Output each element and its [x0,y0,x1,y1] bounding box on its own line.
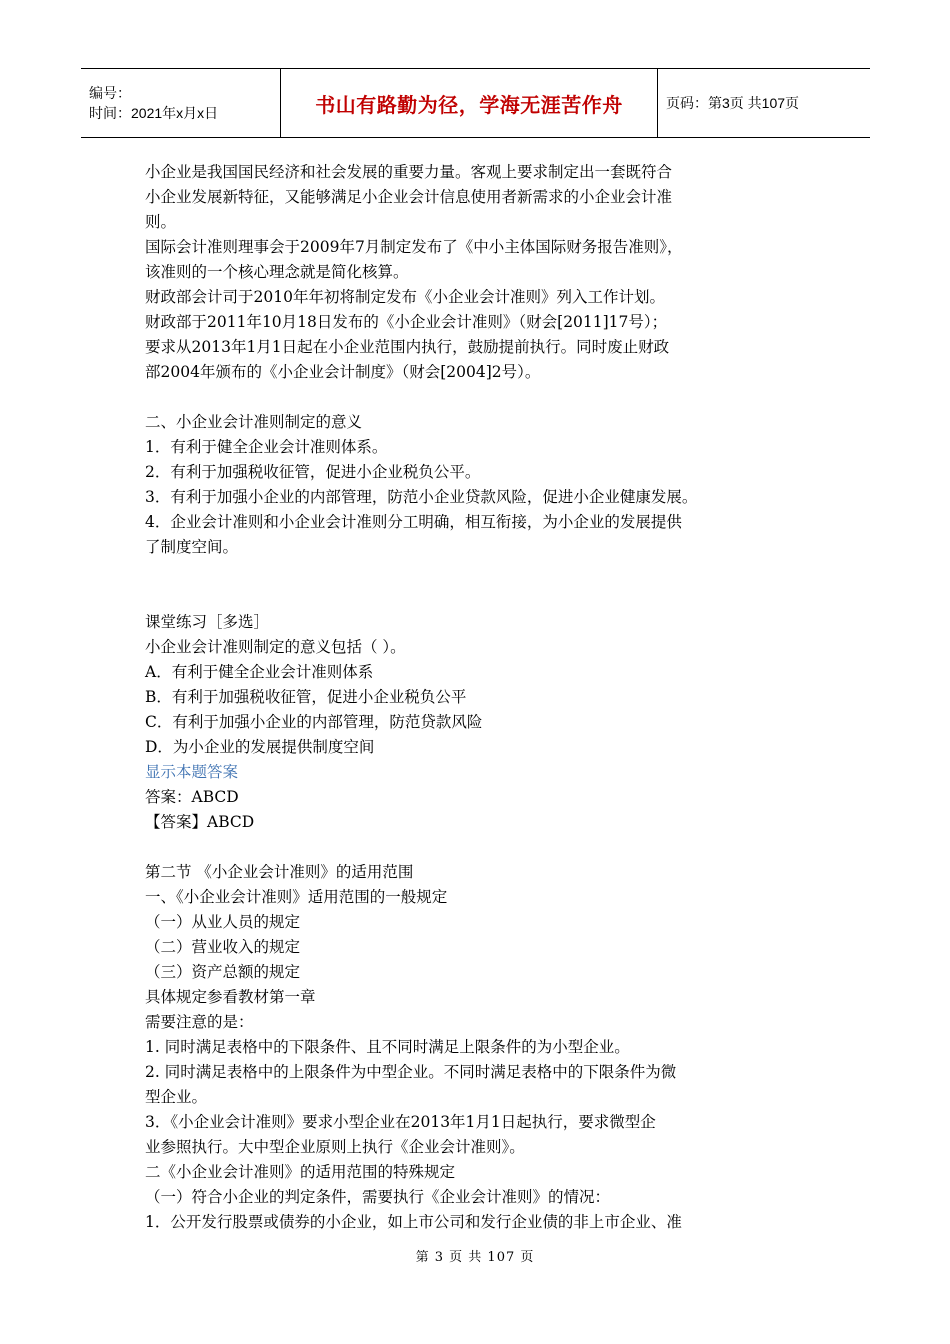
text-line: 2. 同时满足表格中的上限条件为中型企业。不同时满足表格中的下限条件为微 [145,1063,677,1081]
text-line: 国际会计准则理事会于2009年7月制定发布了《中小主体国际财务报告准则》， [145,238,683,256]
date-label: 时间：2021年x月x日 [89,105,219,121]
text-line: （一）符合小企业的判定条件，需要执行《企业会计准则》的情况： [145,1188,611,1206]
text-line: 3．有利于加强小企业的内部管理，防范小企业贷款风险，促进小企业健康发展。 [145,488,698,506]
text-line: 【答案】ABCD [145,813,255,831]
text-line: 小企业会计准则制定的意义包括（ ）。 [145,638,406,656]
text-line: 第二节 《小企业会计准则》的适用范围 [145,863,414,881]
text-line: 小企业是我国国民经济和社会发展的重要力量。客观上要求制定出一套既符合 [145,163,673,181]
text-line: 二、小企业会计准则制定的意义 [145,413,363,431]
text-line: 答案：ABCD [145,788,239,806]
text-line: 具体规定参看教材第一章 [145,988,316,1006]
text-line: （三）资产总额的规定 [145,963,301,981]
text-line: 型企业。 [145,1088,208,1106]
text-line: 则。 [145,213,177,231]
text-line: 一、《小企业会计准则》适用范围的一般规定 [145,888,448,906]
text-line: 该准则的一个核心理念就是简化核算。 [145,263,409,281]
text-line: 财政部会计司于2010年年初将制定发布《小企业会计准则》列入工作计划。 [145,288,665,306]
page-header [81,68,870,138]
text-line: 4．企业会计准则和小企业会计准则分工明确，相互衔接，为小企业的发展提供 [145,513,682,531]
text-line: C．有利于加强小企业的内部管理，防范贷款风险 [145,713,483,731]
text-line: D．为小企业的发展提供制度空间 [145,738,375,756]
text-line: （一）从业人员的规定 [145,913,301,931]
blank-line [145,385,820,410]
text-line: A．有利于健全企业会计准则体系 [145,663,374,681]
text-line: 课堂练习［多选］ [145,613,270,631]
blank-line [145,560,820,585]
text-line: 部2004年颁布的《小企业会计制度》（财会[2004]2号）。 [145,363,541,381]
text-line: 1. 同时满足表格中的下限条件、且不同时满足上限条件的为小型企业。 [145,1038,630,1056]
header-page-info-cell [658,69,870,137]
header-meta [81,69,281,137]
text-line: 财政部于2011年10月18日发布的《小企业会计准则》（财会[2011]17号）； [145,313,668,331]
header-motto: 书山有路勤为径，学海无涯苦作舟 [315,92,623,117]
header-page-info: 页码：第3页 共107页 [666,95,800,111]
text-line: 1．公开发行股票或债券的小企业，如上市公司和发行企业债的非上市企业、准 [145,1213,682,1231]
text-line: 需要注意的是： [145,1013,254,1031]
blank-line [145,585,820,610]
text-line: （二）营业收入的规定 [145,938,301,956]
blank-line [145,835,820,860]
text-line: 小企业发展新特征，又能够满足小企业会计信息使用者新需求的小企业会计准 [145,188,673,206]
text-line: B．有利于加强税收征管，促进小企业税负公平 [145,688,467,706]
text-line: 要求从2013年1月1日起在小企业范围内执行，鼓励提前执行。同时废止财政 [145,338,670,356]
text-line: 二《小企业会计准则》的适用范围的特殊规定 [145,1163,456,1181]
text-line: 1．有利于健全企业会计准则体系。 [145,438,388,456]
text-line: 业参照执行。大中型企业原则上执行《企业会计准则》。 [145,1138,525,1156]
show-answer-link[interactable]: 显示本题答案 [145,763,239,781]
code-label: 编号： [89,85,131,101]
page-footer: 第 3 页 共 107 页 [415,1250,535,1265]
document-body [145,160,820,1235]
text-line: 了制度空间。 [145,538,239,556]
text-line: 3．《小企业会计准则》要求小型企业在2013年1月1日起执行，要求微型企 [145,1113,656,1131]
header-motto-cell [281,69,658,137]
text-line: 2．有利于加强税收征管，促进小企业税负公平。 [145,463,481,481]
